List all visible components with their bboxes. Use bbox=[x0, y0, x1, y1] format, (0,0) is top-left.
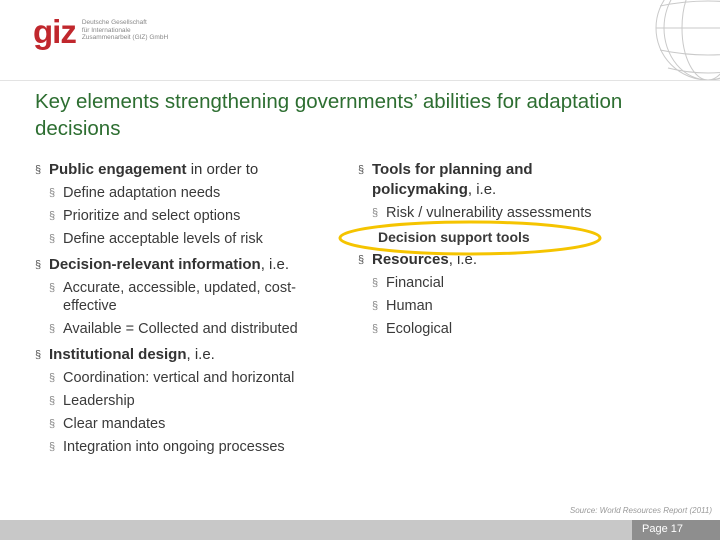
sub-bullet-text: Available = Collected and distributed bbox=[63, 321, 298, 337]
bullet-icon: § bbox=[358, 164, 365, 176]
bullet-icon: § bbox=[49, 323, 56, 335]
sub-bullet-text: Define adaptation needs bbox=[63, 185, 221, 201]
sub-bullet bbox=[35, 415, 345, 433]
slide-title: Key elements strengthening governments’ abilities for adaptation decisions bbox=[35, 90, 623, 140]
logo-mark: giz bbox=[33, 13, 76, 50]
sub-bullet bbox=[35, 184, 345, 202]
sub-bullet-text: Decision support tools bbox=[378, 229, 530, 245]
bullet-icon: § bbox=[372, 300, 379, 312]
logo-line: Zusammenarbeit (GIZ) GmbH bbox=[81, 34, 169, 41]
sub-bullet-text: Financial bbox=[386, 275, 445, 291]
header bbox=[0, 0, 720, 80]
bullet-icon: § bbox=[49, 282, 56, 294]
logo-line: Deutsche Gesellschaft bbox=[81, 19, 147, 26]
bullet-icon: § bbox=[35, 349, 42, 361]
sub-bullet bbox=[35, 392, 345, 410]
giz-logo bbox=[33, 13, 169, 50]
bullet-bold: Tools for planning and policymaking bbox=[372, 161, 533, 198]
sub-bullet-text: Risk / vulnerability assessments bbox=[386, 205, 592, 221]
bullet-bold: Public engagement bbox=[49, 161, 187, 178]
page-number-box bbox=[632, 520, 720, 540]
bullet-bold: Resources bbox=[372, 251, 449, 268]
sub-bullet bbox=[358, 297, 648, 315]
bullet-icon: § bbox=[35, 259, 42, 271]
bullet-public-engagement bbox=[35, 160, 345, 180]
sub-bullet-text: Coordination: vertical and horizontal bbox=[63, 370, 295, 386]
source-citation: Source: World Resources Report (2011) bbox=[569, 506, 712, 515]
highlight-ellipse bbox=[338, 220, 602, 256]
bullet-rest: , i.e. bbox=[186, 346, 215, 363]
bullet-rest: , i.e. bbox=[448, 251, 478, 268]
sub-bullet bbox=[35, 207, 345, 225]
bullet-icon: § bbox=[49, 441, 56, 453]
page-number: Page 17 bbox=[642, 523, 683, 535]
logo-line: für Internationale bbox=[81, 26, 131, 34]
bullet-rest: , i.e. bbox=[467, 181, 497, 198]
sub-bullet bbox=[358, 274, 648, 292]
bullet-rest: , i.e. bbox=[260, 256, 290, 273]
bullet-icon: § bbox=[49, 233, 56, 245]
sub-bullet bbox=[35, 438, 345, 456]
bullet-bold: Decision-relevant information bbox=[49, 256, 261, 273]
bullet-icon: § bbox=[49, 210, 56, 222]
bullet-icon: § bbox=[358, 254, 365, 266]
sub-bullet-text: Leadership bbox=[63, 393, 135, 409]
bullet-icon: § bbox=[49, 372, 56, 384]
bullet-bold: Institutional design bbox=[49, 346, 187, 363]
sub-bullet-text: Integration into ongoing processes bbox=[63, 439, 285, 455]
sub-bullet-text: Prioritize and select options bbox=[63, 208, 241, 224]
sub-bullet-text: Define acceptable levels of risk bbox=[63, 231, 263, 247]
bullet-icon: § bbox=[35, 164, 42, 176]
bullet-tools bbox=[358, 160, 612, 200]
bullet-icon: § bbox=[49, 187, 56, 199]
bullet-icon: § bbox=[372, 277, 379, 289]
sub-bullet-text: Accurate, accessible, updated, cost-effective bbox=[63, 280, 296, 314]
bullet-icon: § bbox=[372, 207, 379, 219]
bullet-rest: in order to bbox=[186, 161, 259, 178]
sub-bullet bbox=[35, 369, 345, 387]
bullet-decision-info bbox=[35, 255, 345, 275]
sub-bullet-text: Ecological bbox=[386, 321, 453, 337]
globe-icon bbox=[638, 0, 720, 80]
left-column bbox=[35, 160, 345, 456]
bullet-institutional bbox=[35, 345, 345, 365]
logo-text bbox=[81, 19, 169, 42]
bullet-icon: § bbox=[49, 395, 56, 407]
sub-bullet bbox=[35, 279, 335, 315]
sub-bullet-text: Clear mandates bbox=[63, 416, 166, 432]
sub-bullet bbox=[35, 230, 345, 248]
sub-bullet-text: Human bbox=[386, 298, 433, 314]
bullet-icon: § bbox=[372, 323, 379, 335]
header-divider bbox=[0, 80, 720, 81]
footer-bar bbox=[0, 520, 720, 540]
bullet-icon: § bbox=[49, 418, 56, 430]
sub-bullet bbox=[35, 320, 345, 338]
sub-bullet bbox=[358, 320, 648, 338]
